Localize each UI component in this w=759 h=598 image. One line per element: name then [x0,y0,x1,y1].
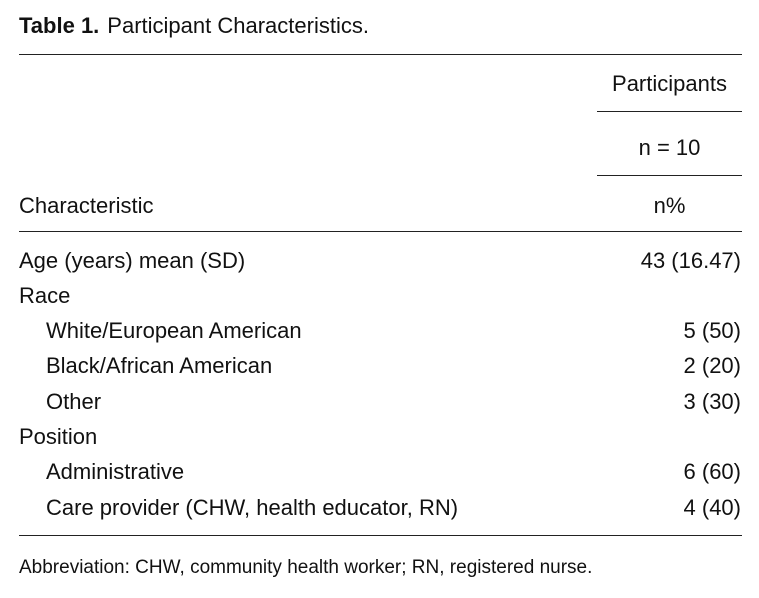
bottom-rule [19,535,742,536]
row-value-white: 5 (50) [683,318,741,343]
row-label-black: Black/African American [46,353,273,378]
table-title: Participant Characteristics. [107,13,369,38]
row-value-black: 2 (20) [683,353,741,378]
table-footnote: Abbreviation: CHW, community health worker; RN, registered nurse. [19,557,593,578]
top-rule [19,54,742,55]
row-value-care-provider: 4 (40) [683,495,741,520]
row-label-care-provider: Care provider (CHW, health educator, RN) [46,495,459,520]
table-number: Table 1. [19,13,100,38]
row-value-other: 3 (30) [683,389,741,414]
row-label-age: Age (years) mean (SD) [19,248,246,273]
row-label-white: White/European American [46,318,302,343]
header-rule [19,231,742,232]
table-caption [19,13,369,39]
sample-size-rule [597,175,742,176]
row-label-other: Other [46,389,102,414]
row-label-race: Race [19,283,71,308]
row-value-administrative: 6 (60) [683,459,741,484]
row-label-administrative: Administrative [46,459,185,484]
participants-rule [597,111,742,112]
row-label-position: Position [19,424,98,449]
participants-header: Participants [612,71,727,96]
characteristic-header: Characteristic [19,193,154,218]
sample-size-header: n = 10 [638,135,701,160]
row-value-age: 43 (16.47) [640,248,741,273]
unit-header: n% [653,193,686,218]
